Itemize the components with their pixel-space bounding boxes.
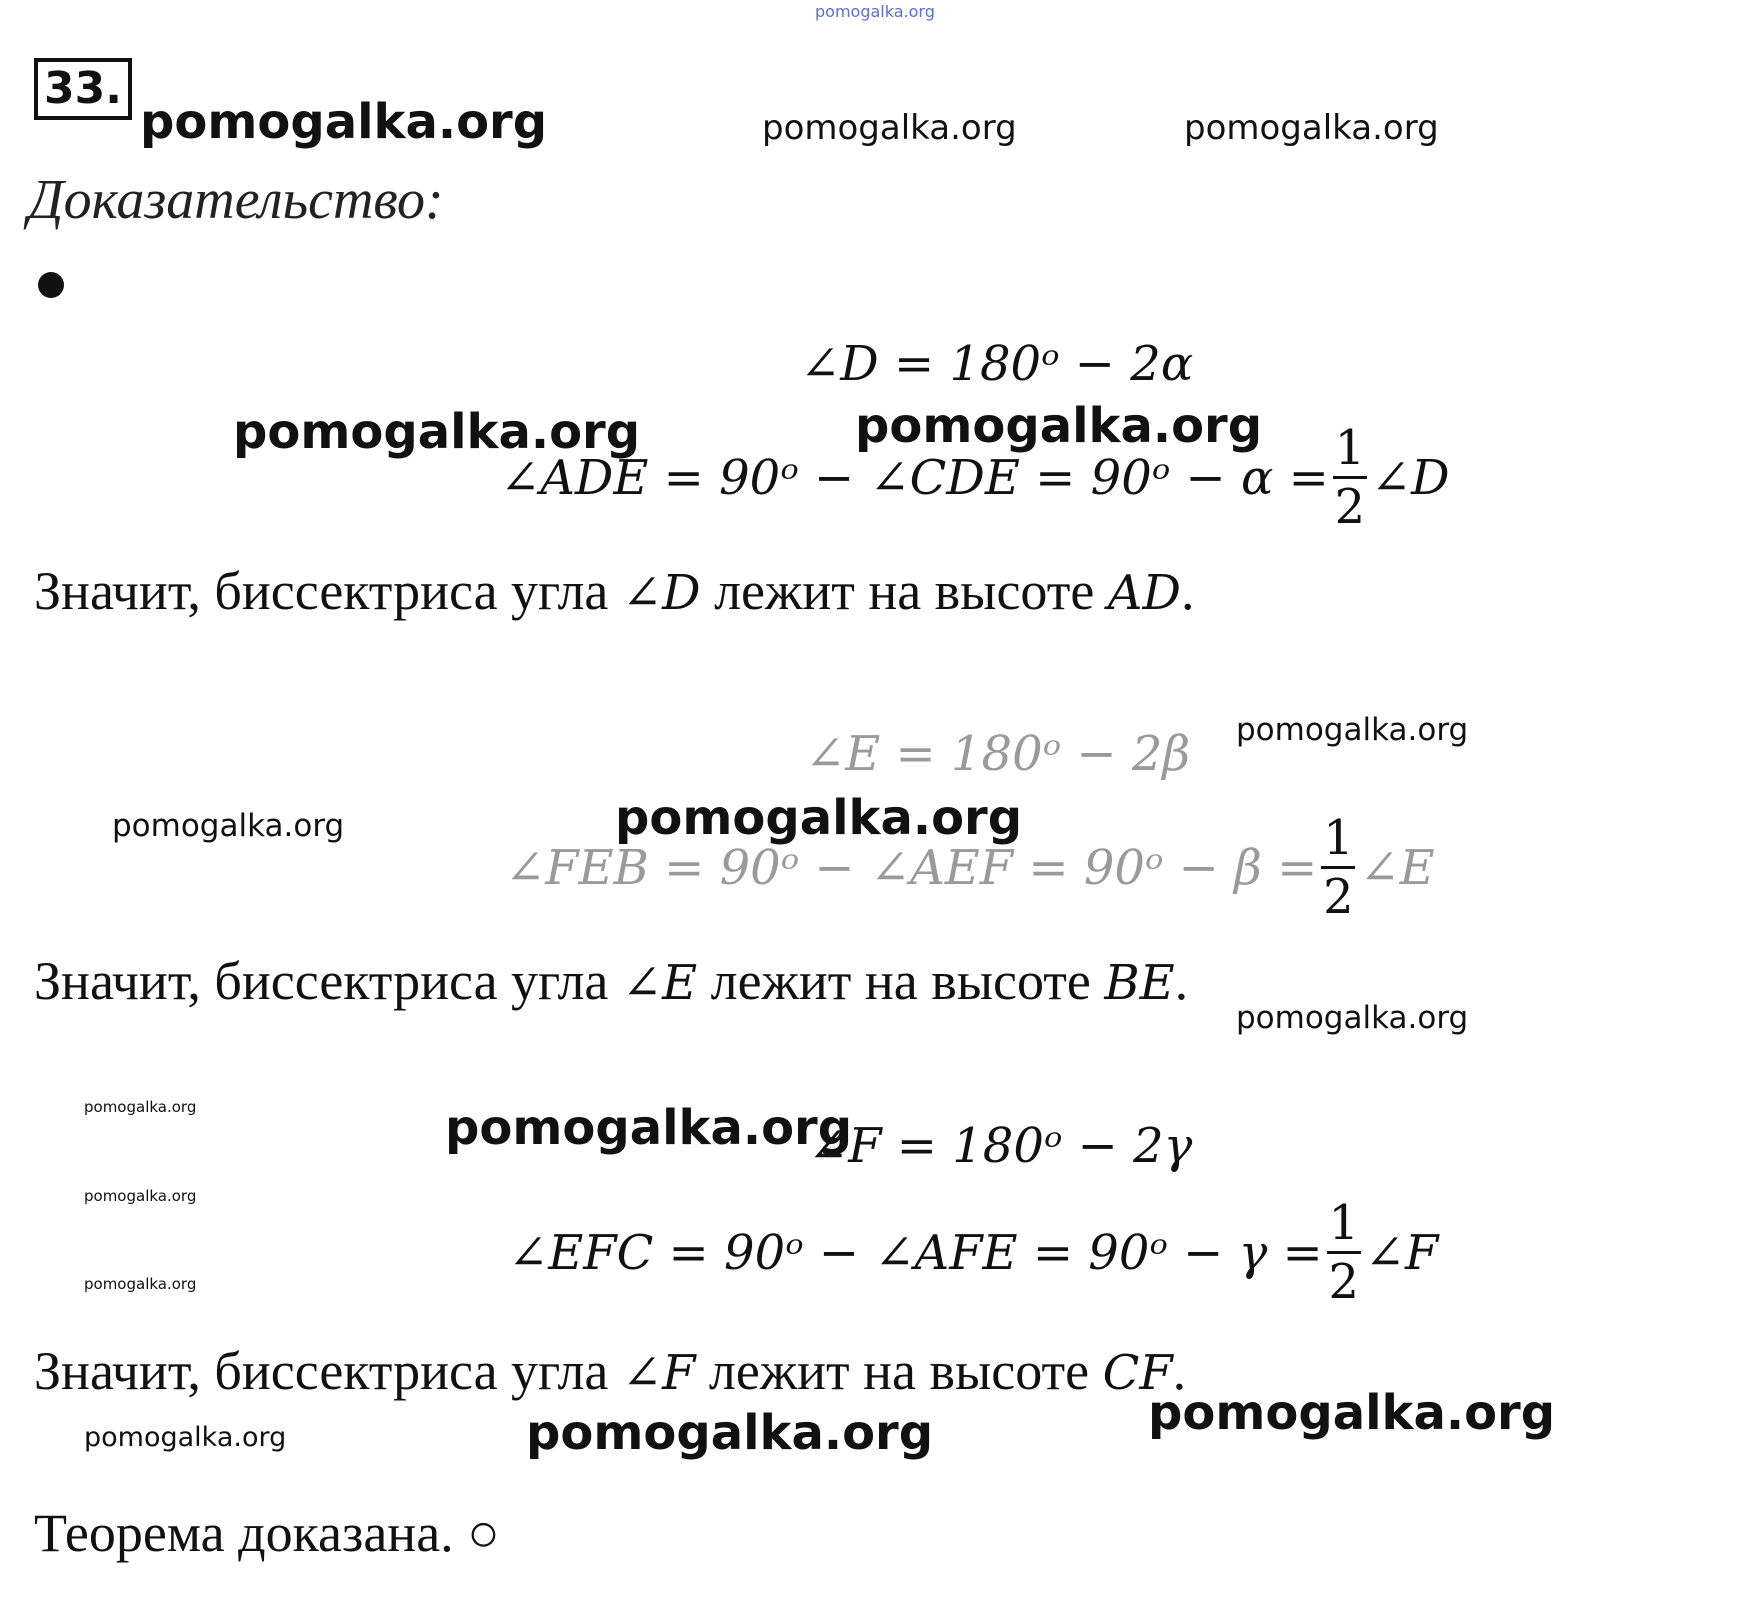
eq-f-2-right: ∠F (1364, 1224, 1439, 1281)
watermark-right-2: pomogalka.org (1184, 108, 1439, 148)
top-watermark: pomogalka.org (815, 2, 935, 21)
equation-feb (505, 810, 1435, 925)
conclusion-e-height: BE (1104, 955, 1175, 1011)
watermark-mid-left: pomogalka.org (233, 404, 641, 460)
frac-e-num: 1 (1323, 810, 1354, 866)
conclusion-d-end: . (1180, 561, 1195, 621)
watermark-bottom-left: pomogalka.org (84, 1422, 287, 1453)
frac-f-den: 2 (1328, 1254, 1360, 1310)
watermark-small-3: pomogalka.org (84, 1275, 197, 1293)
watermark-small-1: pomogalka.org (84, 1098, 197, 1116)
proof-heading: Доказательство: (28, 169, 444, 231)
watermark-right-1: pomogalka.org (762, 108, 1017, 148)
eq-e-1: ∠E = 180ᵒ − 2β (805, 726, 1191, 782)
conclusion-d-mid: лежит на высоте (714, 561, 1095, 621)
eq-f-1: ∠F = 180ᵒ − 2γ (808, 1118, 1193, 1174)
conclusion-e-angle: ∠E (621, 955, 698, 1011)
watermark-small-2: pomogalka.org (84, 1187, 197, 1205)
frac-den: 2 (1334, 479, 1366, 535)
conclusion-f-text: Значит, биссектриса угла (34, 1341, 609, 1401)
eq-d-1: ∠D = 180ᵒ − 2α (800, 336, 1194, 392)
fraction-half (1333, 420, 1367, 535)
watermark-be-right: pomogalka.org (1236, 1000, 1469, 1036)
eq-d-2-left: ∠ADE = 90ᵒ − ∠CDE = 90ᵒ − α = (500, 449, 1329, 506)
fraction-half-e (1321, 810, 1355, 925)
conclusion-e-mid: лежит на высоте (710, 951, 1091, 1011)
watermark-bottom-right: pomogalka.org (1148, 1385, 1556, 1441)
equation-angle-f (808, 1118, 1192, 1174)
equation-angle-e (805, 726, 1190, 782)
conclusion-d-angle: ∠D (621, 565, 701, 621)
conclusion-e (34, 950, 1188, 1012)
conclusion-f-mid: лежит на высоте (708, 1341, 1090, 1401)
final-statement: Теорема доказана. ○ (34, 1503, 500, 1563)
eq-e-2-right: ∠E (1359, 839, 1435, 896)
conclusion-f-end: . (1172, 1341, 1187, 1401)
equation-ade (500, 420, 1450, 535)
watermark-e-right: pomogalka.org (1236, 712, 1469, 748)
frac-num: 1 (1334, 420, 1366, 476)
equation-angle-d (800, 336, 1193, 392)
conclusion-d-height: AD (1107, 565, 1181, 621)
bullet-icon (38, 272, 64, 298)
conclusion-f-angle: ∠F (621, 1345, 696, 1401)
watermark-f-center: pomogalka.org (445, 1100, 853, 1156)
frac-e-den: 2 (1323, 869, 1354, 925)
conclusion-d-text: Значит, биссектриса угла (34, 561, 609, 621)
watermark-bottom-center: pomogalka.org (526, 1405, 934, 1461)
watermark-title: pomogalka.org (140, 94, 548, 150)
equation-efc (508, 1195, 1438, 1310)
eq-d-2-right: ∠D (1370, 449, 1450, 506)
watermark-e-center: pomogalka.org (615, 790, 1023, 846)
eq-e-2-left: ∠FEB = 90ᵒ − ∠AEF = 90ᵒ − β = (505, 839, 1318, 896)
frac-f-num: 1 (1328, 1195, 1360, 1251)
conclusion-e-text: Значит, биссектриса угла (34, 951, 609, 1011)
conclusion-f (34, 1340, 1186, 1402)
watermark-e-left: pomogalka.org (112, 808, 345, 844)
watermark-mid-center: pomogalka.org (855, 398, 1263, 454)
conclusion-f-height: CF (1102, 1345, 1173, 1401)
eq-f-2-left: ∠EFC = 90ᵒ − ∠AFE = 90ᵒ − γ = (508, 1224, 1323, 1281)
conclusion-e-end: . (1174, 951, 1189, 1011)
conclusion-d (34, 560, 1194, 622)
fraction-half-f (1327, 1195, 1361, 1310)
problem-number: 33. (34, 58, 132, 120)
